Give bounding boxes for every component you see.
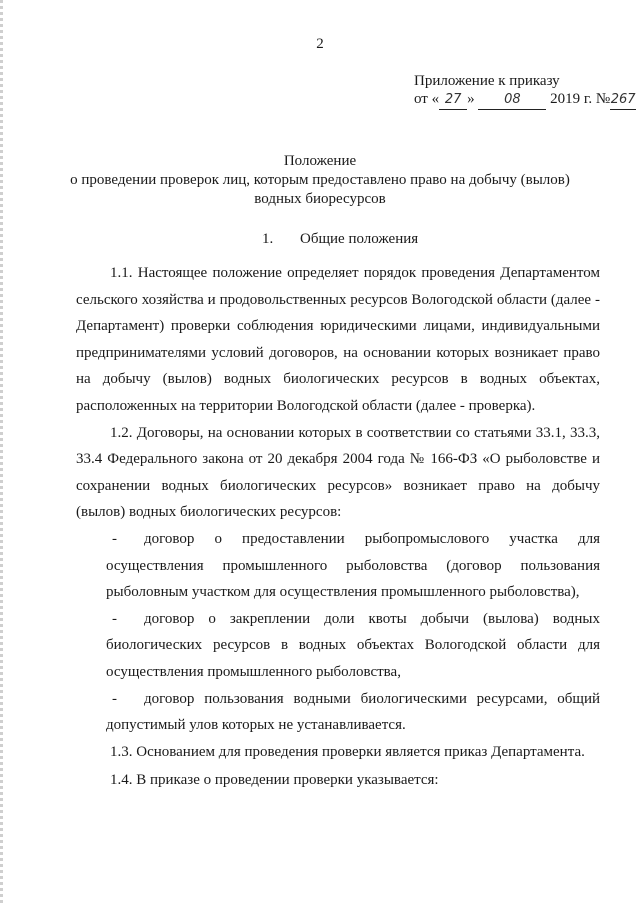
list-dash: - [112, 610, 117, 627]
list-item [76, 686, 600, 739]
list-item-text: договор о закреплении доли квоты добычи (вылова) водных биологических ресурсов в водных объектах Вологодской области для осуществления промышленного рыболовства, [106, 610, 600, 680]
list-item-text: договор пользования водными биологическими ресурсами, общий допустимый улов которых не устанавливается. [106, 690, 600, 734]
appendix-month: 08 [478, 91, 546, 110]
appendix-title: Приложение к приказу [414, 73, 560, 89]
list-item [76, 606, 600, 686]
appendix-date-prefix: от « [414, 91, 440, 107]
paragraph-1-4: 1.4. В приказе о проведении проверки указывается: [110, 772, 439, 789]
paragraph-1-3: 1.3. Основанием для проведения проверки является приказ Департамента. [110, 743, 585, 760]
paragraph-1-2: 1.2. Договоры, на основании которых в соответствии со статьями 33.1, 33.3, 33.4 Федерального закона от 20 декабря 2004 года № 166-ФЗ «О рыболовстве и сохранении водных биологических ресурсов» возникает право на добычу (вылов) водных биологических ресурсов: [76, 424, 600, 521]
paragraph-1-1: 1.1. Настоящее положение определяет порядок проведения Департаментом сельского хозяйства и продовольственных ресурсов Вологодской области (далее - Департамент) проверки соблюдения юридическими лицами, индивидуальными предпринимателями условий договоров, на основании которых возникает право на добычу (вылов) водных биологических ресурсов в водных объектах, расположенных на территории Вологодской области (далее - проверка). [76, 265, 600, 414]
title-line-3: водных биоресурсов [254, 191, 386, 207]
section-title: Общие положения [300, 231, 419, 247]
section-heading [262, 231, 418, 248]
section-number: 1. [262, 231, 274, 247]
appendix-block [414, 72, 636, 110]
list-dash: - [112, 530, 117, 547]
appendix-year: 2019 г. № [550, 91, 611, 107]
page-number: 2 [316, 36, 324, 52]
scan-edge-artifact [0, 0, 3, 905]
appendix-quote-close: » [467, 91, 475, 107]
title-line-1: Положение [283, 153, 357, 169]
document-body [76, 260, 600, 794]
document-title [0, 152, 640, 209]
list-item-text: договор о предоставлении рыбопромыслового участка для осуществления промышленного рыболовства (договор пользования рыболовным участком для осуществления промышленного рыболовства), [106, 530, 600, 601]
appendix-order-line [414, 90, 636, 110]
list-dash: - [112, 690, 117, 707]
title-line-2: о проведении проверок лиц, которым предоставлено право на добычу (вылов) [70, 172, 570, 188]
list-item [76, 526, 600, 606]
appendix-day: 27 [439, 91, 467, 110]
appendix-order-number: 267 [610, 91, 636, 110]
